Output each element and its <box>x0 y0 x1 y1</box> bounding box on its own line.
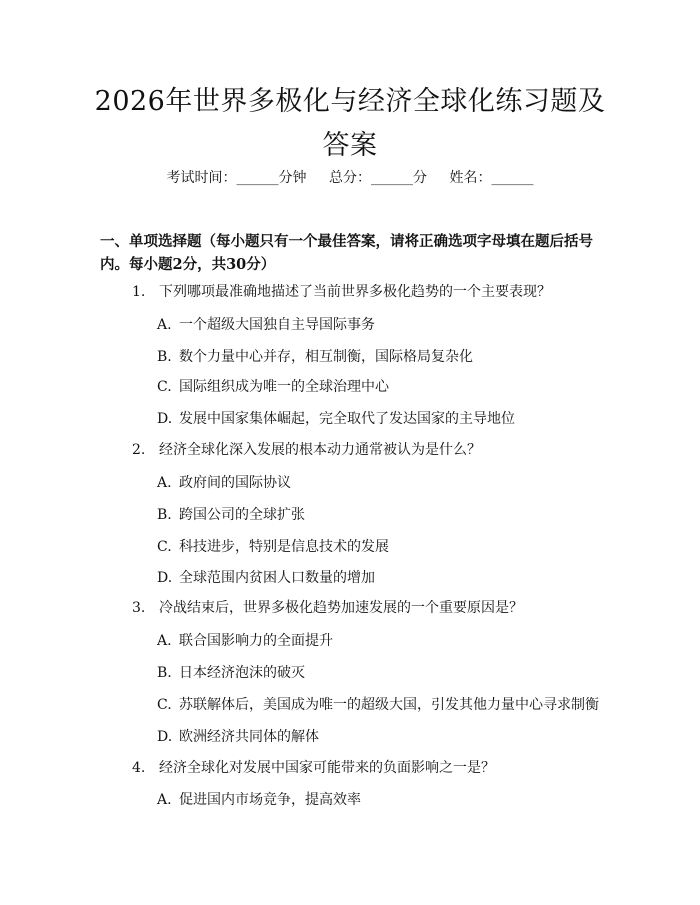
option-text: 苏联解体后，美国成为唯一的超级大国，引发其他力量中心寻求制衡 <box>179 697 599 713</box>
question-3 <box>132 598 602 618</box>
question-2-option-c <box>157 537 607 557</box>
option-letter: C. <box>157 539 172 555</box>
question-text: 经济全球化对发展中国家可能带来的负面影响之一是？ <box>159 760 495 776</box>
option-letter: B. <box>157 507 172 523</box>
question-2-option-a <box>157 473 607 493</box>
question-3-option-d <box>157 727 607 747</box>
option-letter: A. <box>157 792 172 808</box>
option-letter: C. <box>157 379 172 395</box>
question-1-option-d <box>157 409 607 429</box>
option-text: 数个力量中心并存，相互制衡，国际格局复杂化 <box>179 349 473 365</box>
question-3-option-b <box>157 663 607 683</box>
name-field: 姓名：______ <box>449 170 534 186</box>
option-letter: D. <box>157 570 173 586</box>
option-text: 联合国影响力的全面提升 <box>179 633 333 649</box>
question-text: 冷战结束后，世界多极化趋势加速发展的一个重要原因是？ <box>159 600 523 616</box>
option-letter: D. <box>157 411 173 427</box>
option-text: 全球范围内贫困人口数量的增加 <box>179 570 375 586</box>
question-number: 1. <box>132 284 146 300</box>
question-3-option-c <box>157 695 607 715</box>
option-letter: D. <box>157 729 173 745</box>
option-letter: A. <box>157 475 172 491</box>
question-1-option-a <box>157 315 607 335</box>
option-letter: B. <box>157 665 172 681</box>
option-text: 政府间的国际协议 <box>179 475 291 491</box>
question-2-option-b <box>157 505 607 525</box>
exam-info-line <box>0 168 700 188</box>
option-text: 跨国公司的全球扩张 <box>179 507 305 523</box>
question-4 <box>132 758 602 778</box>
question-2-option-d <box>157 568 607 588</box>
option-text: 促进国内市场竞争，提高效率 <box>179 792 361 808</box>
option-letter: B. <box>157 349 172 365</box>
question-1-option-c <box>157 377 607 397</box>
option-text: 一个超级大国独自主导国际事务 <box>179 317 375 333</box>
question-number: 3. <box>132 600 146 616</box>
question-number: 2. <box>132 442 146 458</box>
option-letter: A. <box>157 633 172 649</box>
question-number: 4. <box>132 760 146 776</box>
question-3-option-a <box>157 631 607 651</box>
question-4-option-a <box>157 790 607 810</box>
question-text: 下列哪项最准确地描述了当前世界多极化趋势的一个主要表现？ <box>159 284 551 300</box>
option-letter: A. <box>157 317 172 333</box>
total-score-field: 总分：______分 <box>329 170 427 186</box>
document-title: 2026年世界多极化与经济全球化练习题及答案 <box>94 86 606 161</box>
option-text: 日本经济泡沫的破灭 <box>179 665 305 681</box>
question-1 <box>132 282 602 302</box>
option-text: 发展中国家集体崛起，完全取代了发达国家的主导地位 <box>179 411 515 427</box>
question-2 <box>132 440 602 460</box>
option-text: 科技进步，特别是信息技术的发展 <box>179 539 389 555</box>
question-1-option-b <box>157 347 607 367</box>
option-text: 欧洲经济共同体的解体 <box>179 729 319 745</box>
option-text: 国际组织成为唯一的全球治理中心 <box>179 379 389 395</box>
section-heading: 一、单项选择题（每小题只有一个最佳答案，请将正确选项字母填在题后括号内。每小题2分，共30分） <box>100 233 593 273</box>
question-text: 经济全球化深入发展的根本动力通常被认为是什么？ <box>159 442 481 458</box>
exam-time-field: 考试时间：______分钟 <box>166 170 307 186</box>
option-letter: C. <box>157 697 172 713</box>
